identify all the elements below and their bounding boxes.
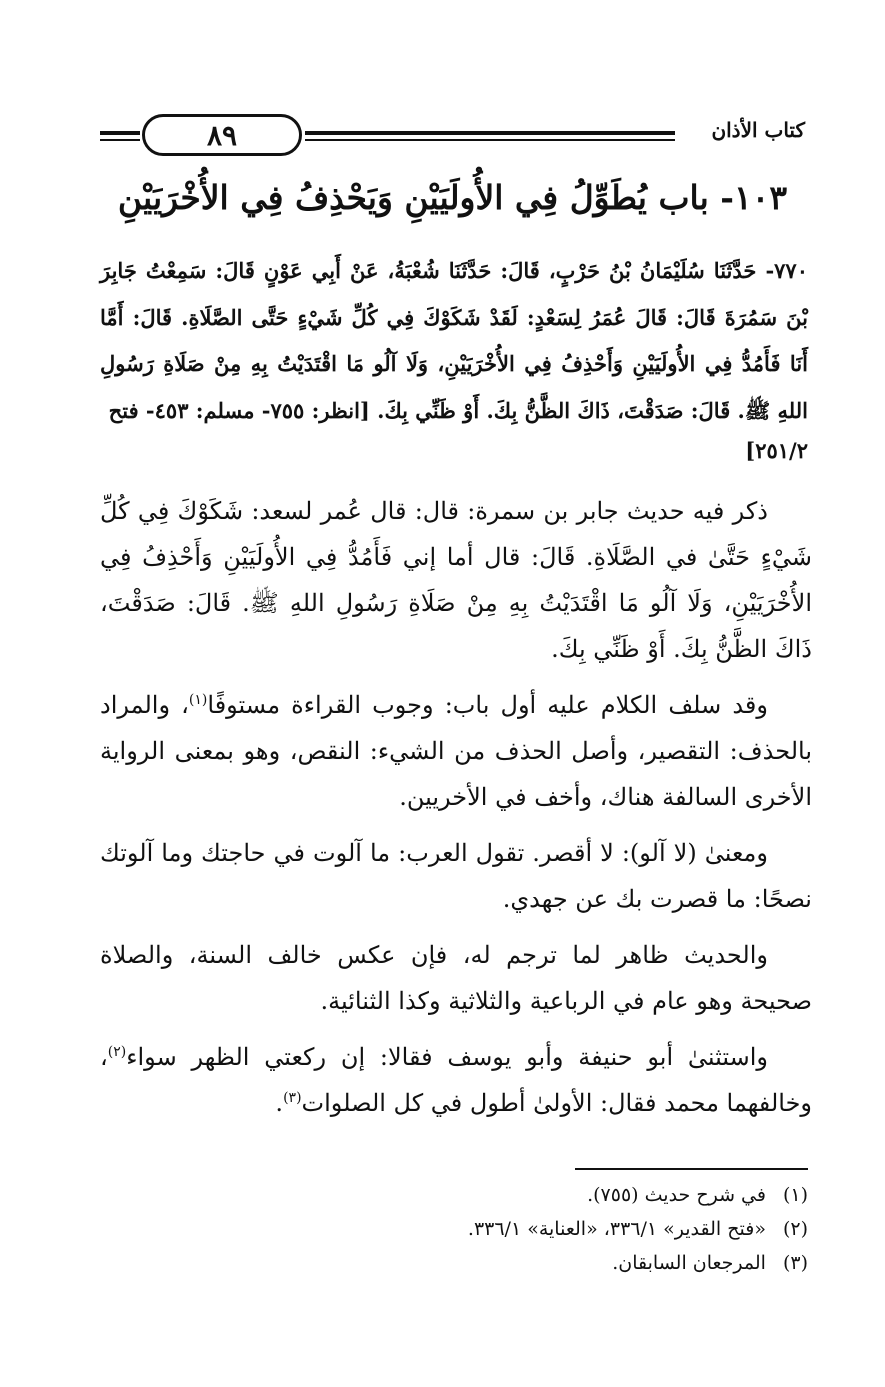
- paragraph-2-text-b: ، والمراد بالحذف: التقصير، وأصل الحذف من الشيء: النقص، وهو بمعنى الرواية الأخرى السالفة هناك، وأخف في الأخريين.: [100, 691, 813, 811]
- header-rule-left-bottom: [100, 139, 140, 141]
- commentary: [100, 488, 812, 1136]
- header-rule-left-top: [100, 131, 140, 135]
- footnote-text: المرجعان السابقان.: [612, 1252, 766, 1274]
- hadith-block: [100, 248, 808, 475]
- header-rule-right-top: [305, 131, 675, 135]
- book-title: كتاب الأذان: [711, 118, 805, 142]
- commentary-paragraph-1: ذكر فيه حديث جابر بن سمرة: قال: قال عُمر لسعد: شَكَوْكَ فِي كُلِّ شَيْءٍ حَتَّىٰ في الصَّلَاةِ. قَالَ: قال أما إني فَأَمُدُّ فِي الأُولَيَيْنِ وَأَحْذِفُ فِي الأُخْرَيَيْنِ، وَلَا آلُو مَا اقْتَدَيْتُ بِهِ مِنْ صَلَاةِ رَسُولِ اللهِ ﷺ. قَالَ: صَدَقْتَ، ذَاكَ الظَّنُّ بِكَ. أَوْ ظَنِّي بِكَ.: [100, 497, 812, 663]
- commentary-paragraph-3: ومعنىٰ (لا آلو): لا أقصر. تقول العرب: ما آلوت في حاجتك وما آلوتك نصحًا: ما قصرت بك عن جهدي.: [100, 839, 812, 913]
- header-rule-right-bottom: [305, 139, 675, 141]
- paragraph-5-text-c: .: [275, 1089, 284, 1117]
- paragraph-5-text-a: واستثنىٰ أبو حنيفة وأبو يوسف فقالا: إن ركعتي الظهر سواء: [126, 1043, 768, 1071]
- footnote-1: [100, 1178, 808, 1212]
- hadith-text: ٧٧٠- حَدَّثَنَا سُلَيْمَانُ بْنُ حَرْبٍ، قَالَ: حَدَّثَنَا شُعْبَةُ، عَنْ أَبِي عَوْنٍ قَالَ: سَمِعْتُ جَابِرَ بْنَ سَمُرَةَ قَالَ: قَالَ عُمَرُ لِسَعْدٍ: لَقَدْ شَكَوْكَ فِي كُلِّ شَيْءٍ حَتَّى الصَّلَاةِ. قَالَ: أَمَّا أَنَا فَأَمُدُّ فِي الأُولَيَيْنِ وَأَحْذِفُ فِي الأُخْرَيَيْنِ، وَلَا آلُو مَا اقْتَدَيْتُ بِهِ مِنْ صَلَاةِ رَسُولِ اللهِ ﷺ. قَالَ: صَدَقْتَ، ذَاكَ الظَّنُّ بِكَ. أَوْ ظَنِّي بِكَ. [انظر: ٧٥٥- مسلم: ٤٥٣- فتح: [100, 258, 808, 423]
- footnote-3: [100, 1246, 808, 1280]
- footnotes: [100, 1178, 808, 1280]
- footnote-separator: [575, 1168, 808, 1170]
- paragraph-5-text-b: ، وخالفهما محمد فقال: الأولىٰ أطول في كل الصلوات: [100, 1043, 812, 1117]
- footnote-number: (١): [782, 1184, 808, 1206]
- footnote-text: «فتح القدير» ٣٣٦/١، «العناية» ٣٣٦/١.: [467, 1218, 766, 1240]
- chapter-title: ١٠٣- باب يُطَوِّلُ فِي الأُولَيَيْنِ وَيَحْذِفُ فِي الأُخْرَيَيْنِ: [117, 178, 788, 217]
- running-header: [100, 110, 805, 162]
- footnote-number: (٣): [782, 1252, 808, 1274]
- footnote-ref-1[interactable]: (١): [188, 692, 208, 708]
- footnote-ref-3[interactable]: (٣): [283, 1090, 302, 1106]
- footnote-ref-2[interactable]: (٢): [107, 1044, 127, 1060]
- commentary-paragraph-2: [100, 682, 812, 820]
- commentary-paragraph-4: والحديث ظاهر لما ترجم له، فإن عكس خالف السنة، والصلاة صحيحة وهو عام في الرباعية والثلاثية وكذا الثنائية.: [100, 941, 812, 1015]
- page-number: ٨٩: [142, 114, 302, 156]
- paragraph-2-text-a: وقد سلف الكلام عليه أول باب: وجوب القراءة مستوفًا: [207, 691, 768, 719]
- footnote-2: [100, 1212, 808, 1246]
- commentary-paragraph-5: [100, 1034, 812, 1126]
- footnote-number: (٢): [782, 1218, 808, 1240]
- footnote-text: في شرح حديث (٧٥٥).: [587, 1184, 766, 1206]
- hadith-reference-tail: ٢٥١/٢]: [745, 438, 808, 463]
